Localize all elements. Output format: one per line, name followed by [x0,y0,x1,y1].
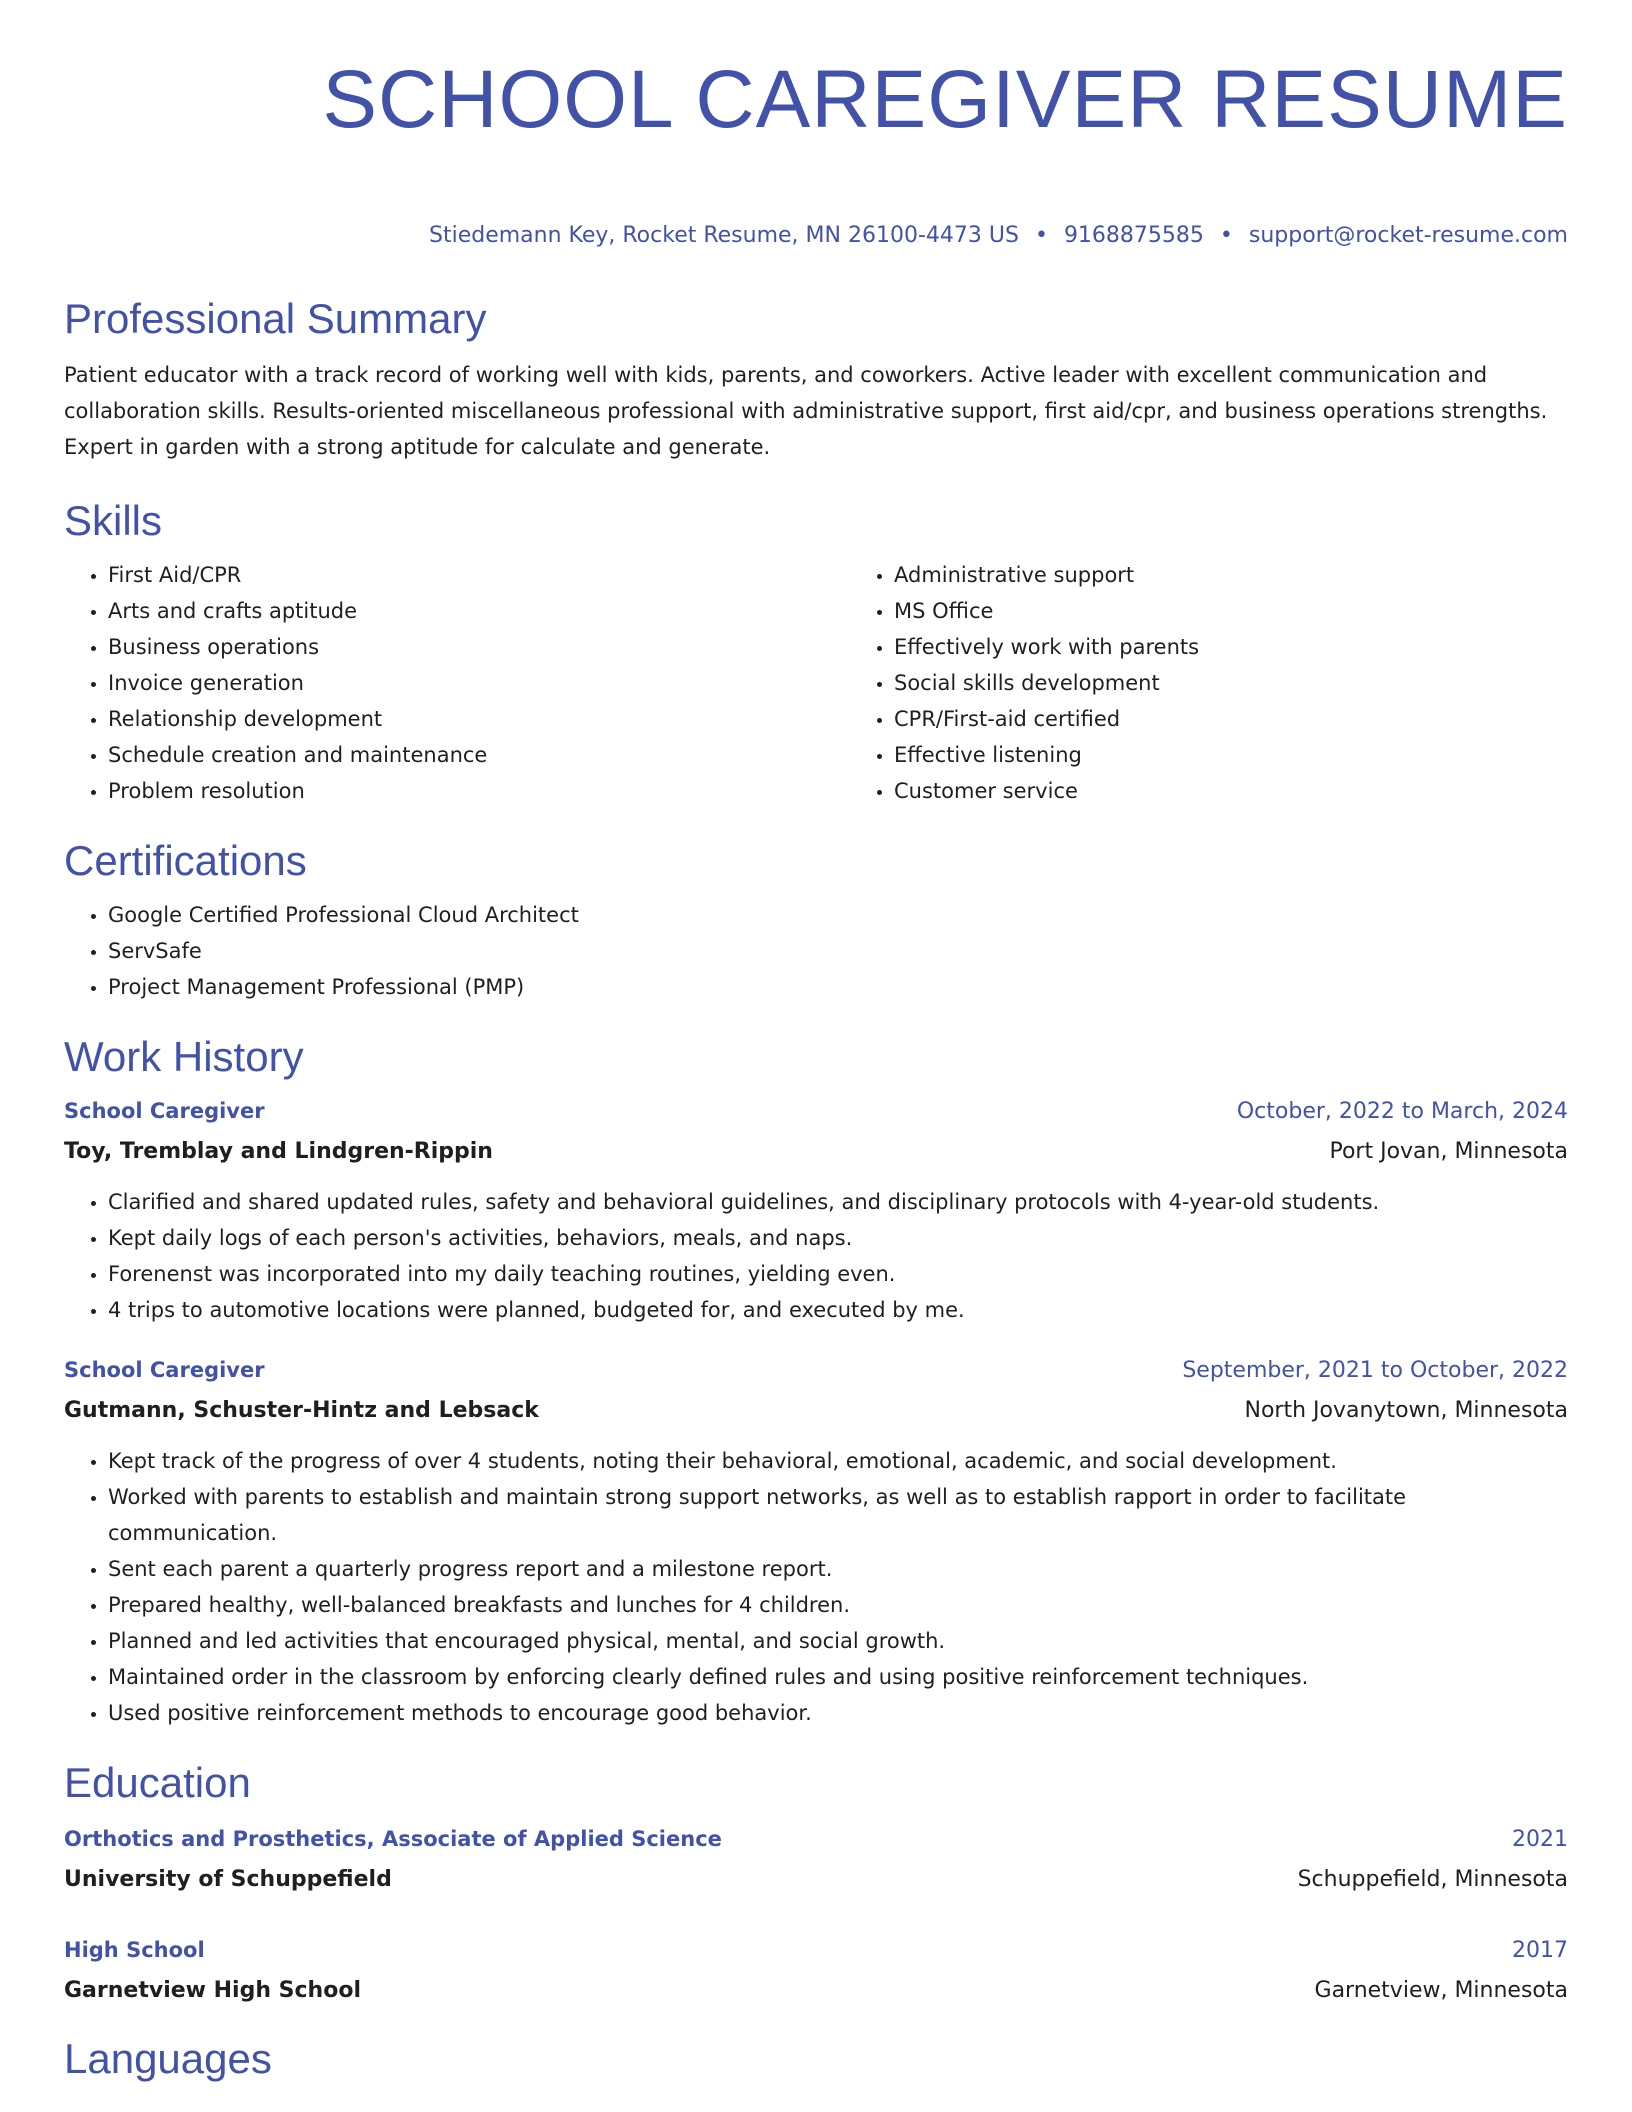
job-duty: • Sent each parent a quarterly progress report and a milestone report. [108,1551,1568,1587]
education-year: 2017 [1512,1938,1568,1963]
contact-separator: • [1034,223,1048,248]
job-duty: • Kept track of the progress of over 4 students, noting their behavioral, emotional, academic, and social development. [108,1443,1568,1479]
education-school-row [64,1971,1568,2011]
job-duty: • Planned and led activities that encouraged physical, mental, and social growth. [108,1623,1568,1659]
summary-text: Patient educator with a track record of working well with kids, parents, and coworkers. Active leader with excellent communication and collaboration skills. Results-oriented miscellaneous professional with administrative support, first aid/cpr, and business operations strengths. Expert in garden with a strong aptitude for calculate and generate. [64,363,1548,459]
skill-item: • Invoice generation [108,665,850,701]
job-duty: • Used positive reinforcement methods to encourage good behavior. [108,1695,1568,1731]
job-duty: • Clarified and shared updated rules, safety and behavioral guidelines, and disciplinary protocols with 4-year-old students. [108,1184,1568,1220]
job-employer: Toy, Tremblay and Lindgren-Rippin [64,1139,493,1164]
job-duties-list [64,1184,1568,1328]
skills-list-left [64,557,850,809]
contact-phone: 9168875585 [1063,223,1204,248]
contact-separator: • [1219,223,1233,248]
skill-item: • Effectively work with parents [894,629,1632,665]
education-school: University of Schuppefield [64,1867,392,1892]
job-dates: October, 2022 to March, 2024 [1236,1099,1568,1124]
job-employer-row [64,1391,1568,1431]
education-entry [64,1819,1568,1900]
skills-heading: Skills [64,497,163,544]
education-school-row [64,1860,1568,1900]
skill-item: • Business operations [108,629,850,665]
job-employer-row [64,1132,1568,1172]
skills-grid [64,557,1568,809]
certifications-heading: Certifications [64,837,307,884]
education-degree: High School [64,1938,205,1962]
skill-item: • MS Office [894,593,1632,629]
skill-item: • Administrative support [894,557,1632,593]
job-title: School Caregiver [64,1358,265,1382]
job-location: Port Jovan, Minnesota [1329,1139,1568,1164]
job-duties-list [64,1443,1568,1731]
contact-address: Stiedemann Key, Rocket Resume, MN 26100-4473 US [428,223,1019,248]
job-location: North Jovanytown, Minnesota [1244,1398,1568,1423]
job-title: School Caregiver [64,1099,265,1123]
contact-line [64,221,1568,251]
skill-item: • Effective listening [894,737,1632,773]
job-header-row [64,1350,1568,1391]
job-header-row [64,1091,1568,1132]
job-duty: • Prepared healthy, well-balanced breakfasts and lunches for 4 children. [108,1587,1568,1623]
contact-email: support@rocket-resume.com [1248,223,1568,248]
skill-item: • CPR/First-aid certified [894,701,1632,737]
job-entry [64,1091,1568,1328]
job-duty: • Maintained order in the classroom by enforcing clearly defined rules and using positive reinforcement techniques. [108,1659,1568,1695]
job-duty: • 4 trips to automotive locations were planned, budgeted for, and executed by me. [108,1292,1568,1328]
education-location: Schuppefield, Minnesota [1297,1867,1568,1892]
skill-item: • Customer service [894,773,1632,809]
certification-item: • ServSafe [108,933,1568,969]
work-history-heading: Work History [64,1033,304,1080]
education-degree: Orthotics and Prosthetics, Associate of Applied Science [64,1827,722,1851]
job-entry [64,1350,1568,1731]
skill-item: • Social skills development [894,665,1632,701]
skill-item: • Arts and crafts aptitude [108,593,850,629]
certification-item: • Project Management Professional (PMP) [108,969,1568,1005]
certifications-list [64,897,1568,1005]
resume-title: SCHOOL CAREGIVER RESUME [322,54,1568,145]
skill-item: • First Aid/CPR [108,557,850,593]
job-dates: September, 2021 to October, 2022 [1182,1358,1568,1383]
skills-list-right [850,557,1632,809]
skill-item: • Schedule creation and maintenance [108,737,850,773]
summary-heading: Professional Summary [64,295,487,342]
certification-item: • Google Certified Professional Cloud Architect [108,897,1568,933]
education-year: 2021 [1512,1827,1568,1852]
job-duty: • Forenenst was incorporated into my daily teaching routines, yielding even. [108,1256,1568,1292]
job-employer: Gutmann, Schuster-Hintz and Lebsack [64,1398,539,1423]
job-duty: • Worked with parents to establish and maintain strong support networks, as well as to establish rapport in order to facilitate communication. [108,1479,1568,1551]
education-heading: Education [64,1759,251,1806]
skill-item: • Problem resolution [108,773,850,809]
education-header-row [64,1930,1568,1971]
education-school: Garnetview High School [64,1978,361,2003]
education-entry [64,1930,1568,2011]
education-header-row [64,1819,1568,1860]
skill-item: • Relationship development [108,701,850,737]
education-location: Garnetview, Minnesota [1314,1978,1568,2003]
job-duty: • Kept daily logs of each person's activities, behaviors, meals, and naps. [108,1220,1568,1256]
languages-heading: Languages [64,2035,272,2082]
